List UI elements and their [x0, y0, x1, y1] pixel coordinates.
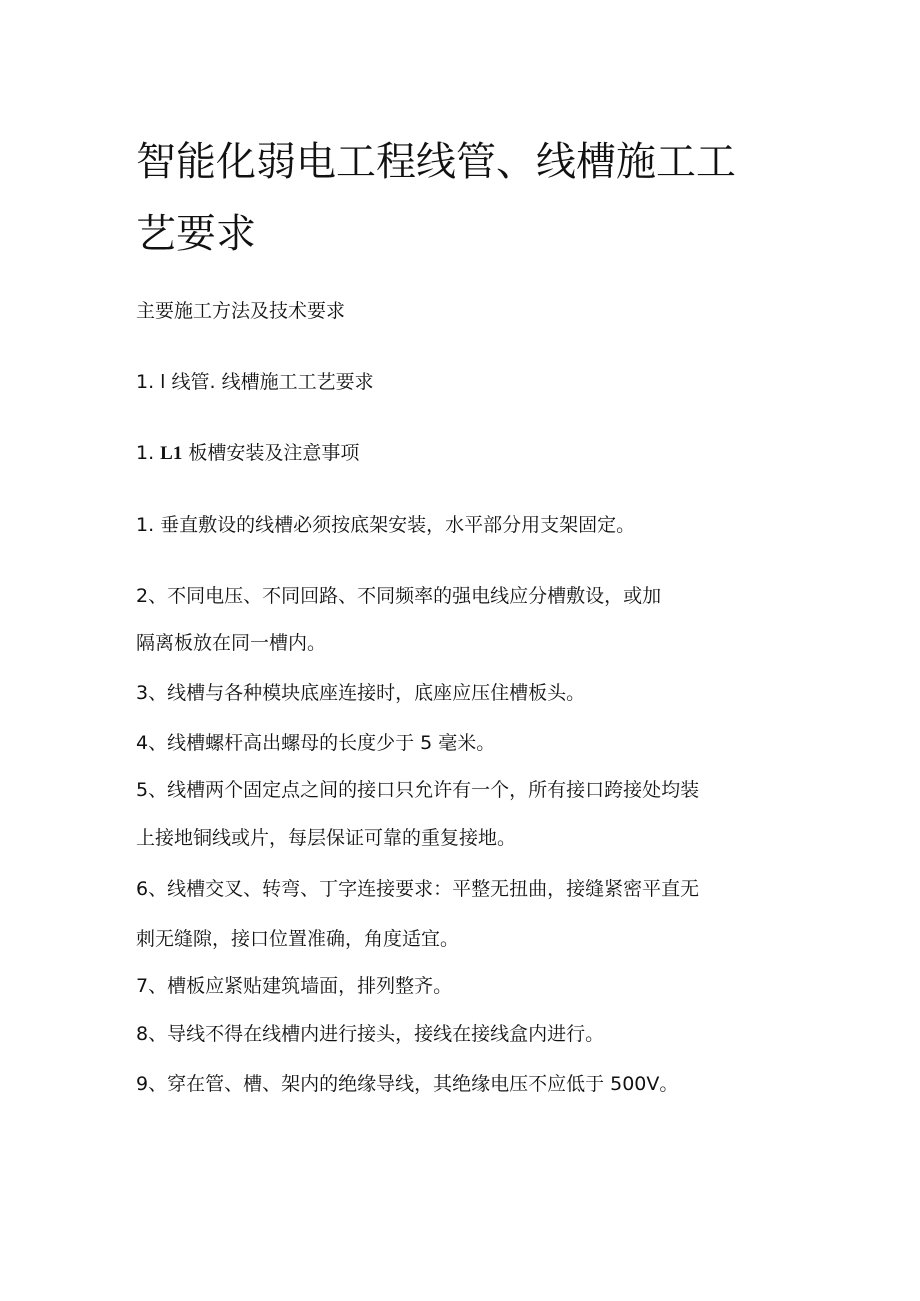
document-title-line-1: 智能化弱电工程线管、线槽施工工	[136, 139, 736, 185]
list-item: 3、线槽与各种模块底座连接时，底座应压住槽板头。	[136, 682, 586, 704]
list-item: 8、导线不得在线槽内进行接头，接线在接线盒内进行。	[136, 1023, 605, 1045]
list-item: 4、线槽螺杆高出螺母的长度少于 5 毫米。	[136, 732, 496, 754]
section-prefix: 1.	[136, 442, 161, 464]
list-item: 隔离板放在同一槽内。	[136, 632, 327, 654]
section-heading-1-1: 1. l 线管. 线槽施工工艺要求	[136, 371, 374, 393]
list-item: 2、不同电压、不同回路、不同频率的强电线应分槽敷设，或加	[136, 585, 662, 607]
section-l1-text: 板槽安装及注意事项	[182, 442, 360, 464]
subtitle: 主要施工方法及技术要求	[136, 300, 346, 322]
section-heading-l1	[136, 440, 796, 467]
list-item: 7、槽板应紧贴建筑墙面，排列整齐。	[136, 975, 453, 997]
list-item: 刺无缝隙，接口位置准确，角度适宜。	[136, 928, 460, 950]
list-item: 1. 垂直敷设的线槽必须按底架安装，水平部分用支架固定。	[136, 514, 636, 536]
list-item: 9、穿在管、槽、架内的绝缘导线，其绝缘电压不应低于 500V。	[136, 1073, 679, 1095]
list-item: 5、线槽两个固定点之间的接口只允许有一个，所有接口跨接处均装	[136, 779, 700, 801]
list-item: 6、线槽交叉、转弯、丁字连接要求：平整无扭曲，接缝紧密平直无	[136, 878, 700, 900]
document-title-line-2: 艺要求	[136, 211, 256, 257]
section-l1-bold: L1	[160, 443, 183, 464]
list-item: 上接地铜线或片，每层保证可靠的重复接地。	[136, 827, 517, 849]
